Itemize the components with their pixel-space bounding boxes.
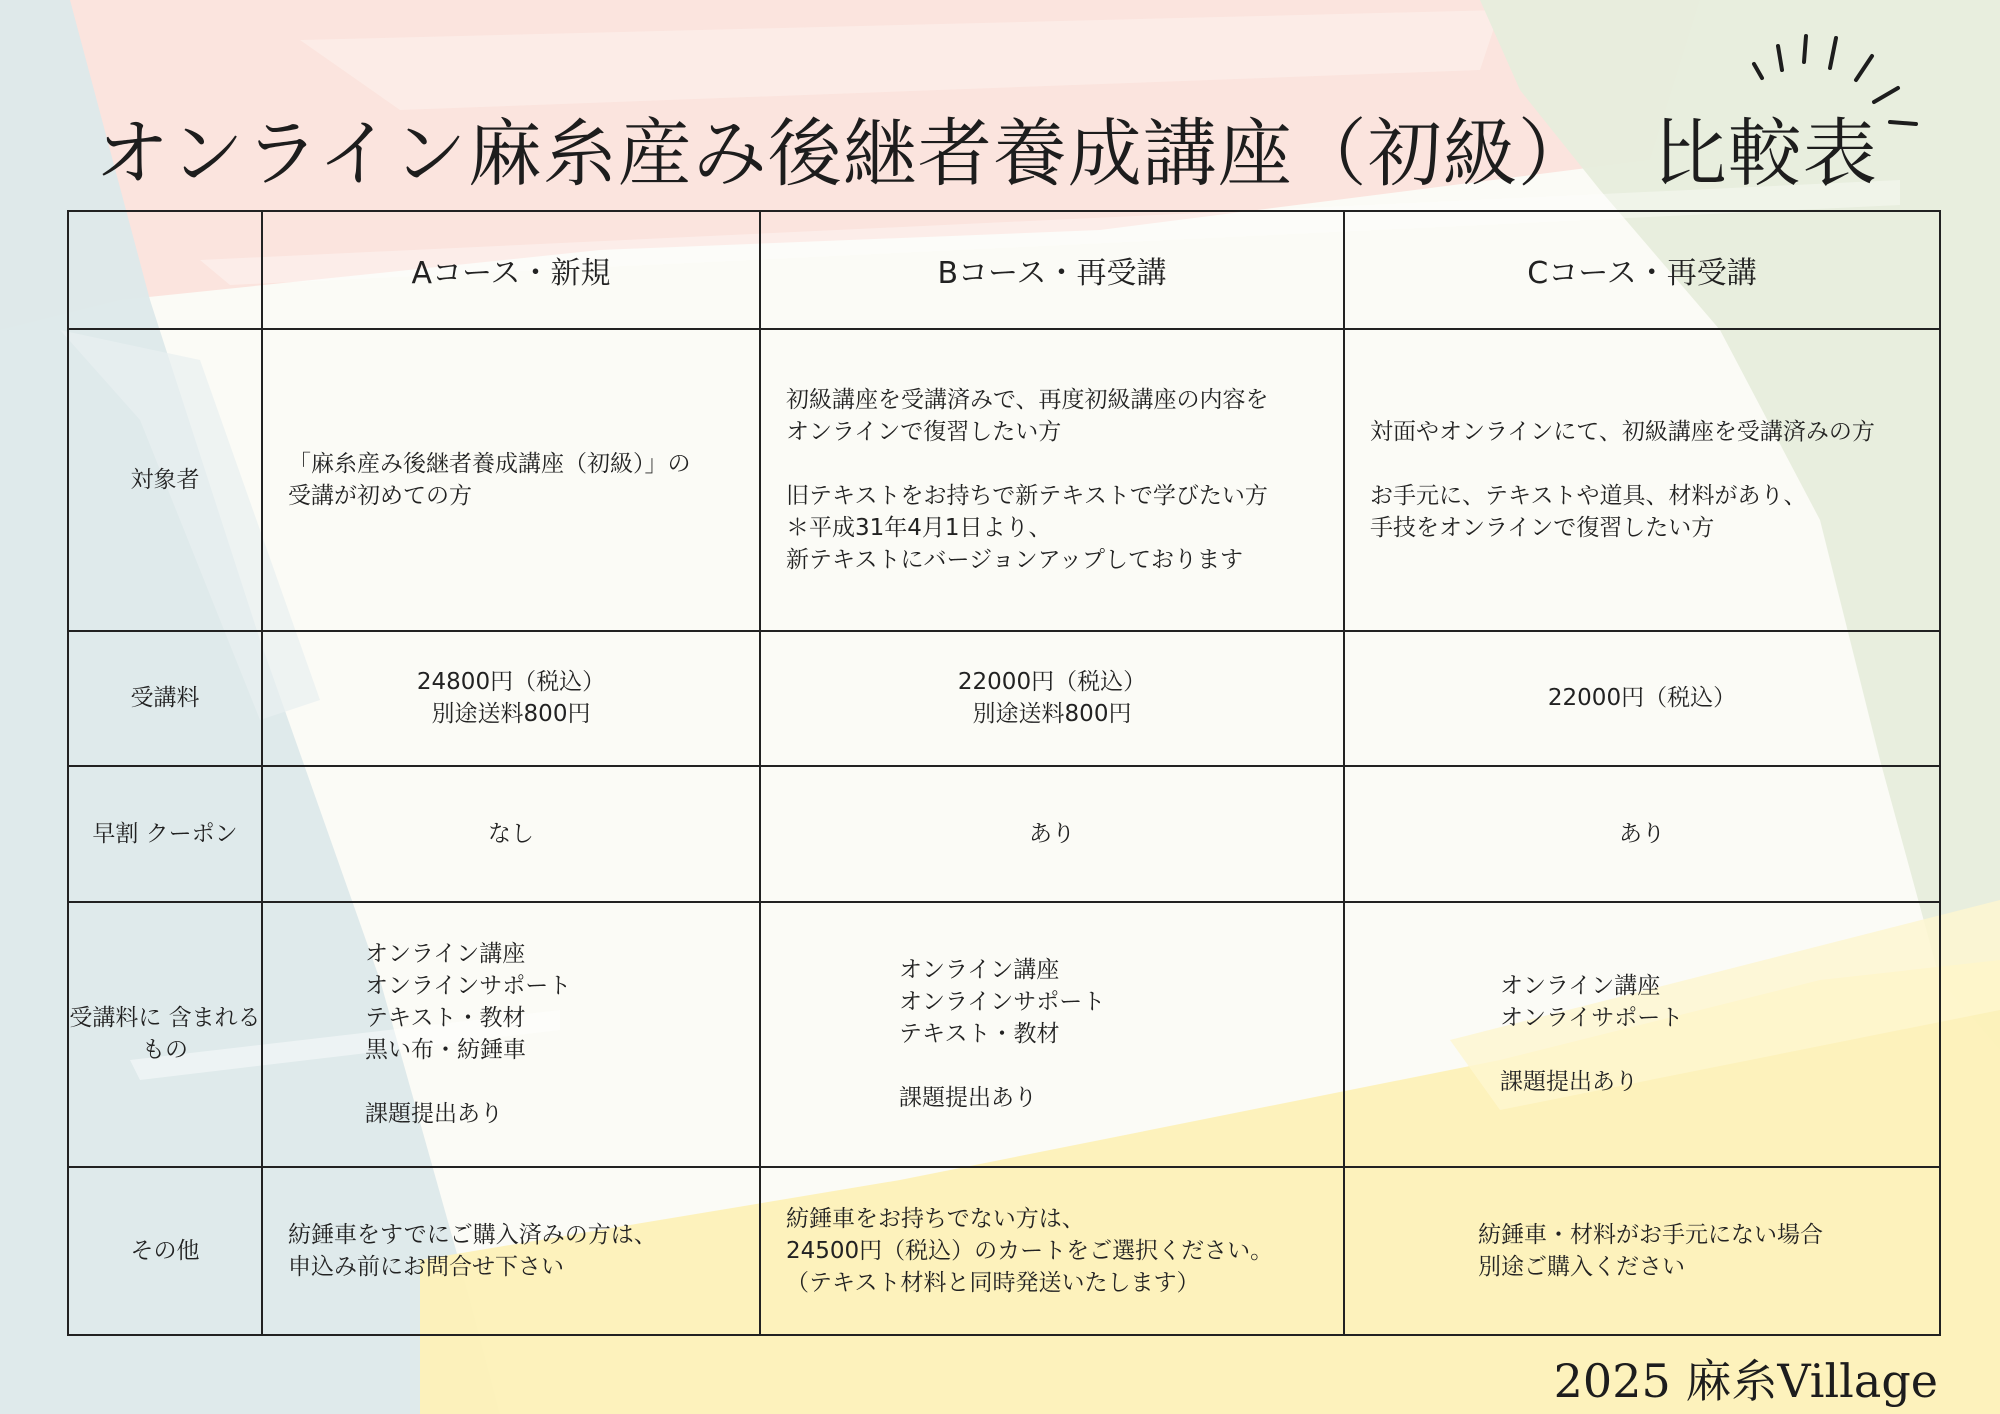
cell-other-c: 紡錘車・材料がお手元にない場合 別途ご購入ください: [1344, 1167, 1940, 1335]
page-title: [95, 95, 1878, 201]
row-fee: [68, 631, 1940, 766]
row-other: [68, 1167, 1940, 1335]
cell-fee-b: 22000円（税込） 別途送料800円: [760, 631, 1344, 766]
cell-included-a: オンライン講座 オンラインサポート テキスト・教材 黒い布・紡錘車 課題提出あり: [262, 902, 760, 1166]
row-label-fee: 受講料: [68, 631, 262, 766]
row-target: [68, 329, 1940, 631]
cell-coupon-b: あり: [760, 766, 1344, 902]
cell-target-b: 初級講座を受講済みで、再度初級講座の内容を オンラインで復習したい方 旧テキストをお持ちで新テキストで学びたい方 ＊平成31年4月1日より、 新テキストにバージョンアップしております: [760, 329, 1344, 631]
row-label-included: 受講料に 含まれる もの: [68, 902, 262, 1166]
cell-fee-a: 24800円（税込） 別途送料800円: [262, 631, 760, 766]
row-label-target: 対象者: [68, 329, 262, 631]
header-course-a: Aコース・新規: [262, 211, 760, 329]
cell-other-a: 紡錘車をすでにご購入済みの方は、 申込み前にお問合せ下さい: [262, 1167, 760, 1335]
header-row: [68, 211, 1940, 329]
footer-brand: 2025 麻糸Village: [1553, 1354, 1938, 1408]
header-corner: [68, 211, 262, 329]
cell-target-c: 対面やオンラインにて、初級講座を受講済みの方 お手元に、テキストや道具、材料があり、 手技をオンラインで復習したい方: [1344, 329, 1940, 631]
header-course-b: Bコース・再受講: [760, 211, 1344, 329]
row-label-coupon: 早割 クーポン: [68, 766, 262, 902]
cell-included-b: オンライン講座 オンラインサポート テキスト・教材 課題提出あり: [760, 902, 1344, 1166]
comparison-table: [67, 210, 1941, 1336]
title-main: オンライン麻糸産み後継者養成講座（初級）: [95, 111, 1593, 197]
cell-other-b: 紡錘車をお持ちでない方は、 24500円（税込）のカートをご選択ください。 （テキスト材料と同時発送いたします）: [760, 1167, 1344, 1335]
row-coupon: [68, 766, 1940, 902]
sparkle-lines-icon: [1740, 28, 1930, 138]
cell-target-a: 「麻糸産み後継者養成講座（初級）」の 受講が初めての方: [262, 329, 760, 631]
cell-included-c: オンライン講座 オンライサポート 課題提出あり: [1344, 902, 1940, 1166]
header-course-c: Cコース・再受講: [1344, 211, 1940, 329]
row-label-other: その他: [68, 1167, 262, 1335]
row-included: [68, 902, 1940, 1166]
cell-coupon-c: あり: [1344, 766, 1940, 902]
cell-fee-c: 22000円（税込）: [1344, 631, 1940, 766]
title-suffix: 比較表: [1652, 111, 1878, 197]
cell-coupon-a: なし: [262, 766, 760, 902]
